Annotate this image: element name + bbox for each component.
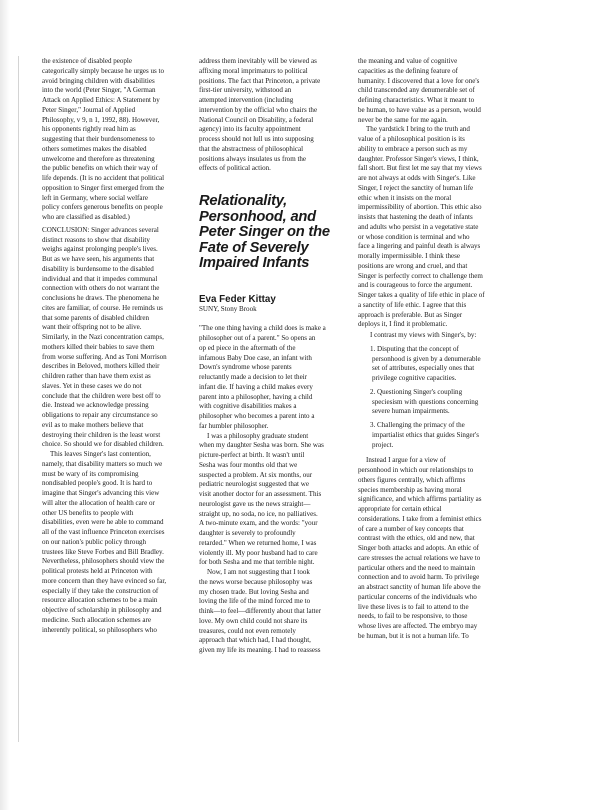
text-line: unwelcome and therefore as threatening: [42, 154, 155, 163]
text-line: project.: [372, 440, 394, 449]
text-line: infant die. If having a child makes every: [199, 382, 313, 391]
text-line: personhood in which our relationships to: [358, 466, 474, 474]
text-line: choice. So should we for disabled children.: [42, 440, 164, 449]
text-line: the meaning and value of cognitive: [358, 57, 458, 65]
text-line: more concern than they have evinced so far,: [42, 576, 167, 585]
text-line: connection with others do not warrant the: [42, 284, 160, 293]
text-line: 1. Disputing that the concept of: [370, 344, 459, 353]
text-line: that the abstractness of philosophical: [199, 144, 304, 153]
text-line: a sanctity of life ethic. I agree that this: [358, 300, 467, 309]
text-line: policy confers generous benefits on people: [42, 203, 163, 212]
text-line: philosopher who becomes a parent into a: [199, 412, 315, 420]
text-line: reluctantly made a decision to let their: [199, 373, 308, 381]
text-line: Similarly, in the Nazi concentration camps,: [42, 333, 164, 341]
paragraph: [358, 57, 518, 125]
text-line: trustees like Steve Forbes and Bill Bradley.: [42, 547, 164, 556]
text-line: with cognitive disabilities makes a: [199, 402, 297, 411]
article-title: [199, 194, 359, 272]
text-line: daughter is severely to profoundly: [199, 529, 296, 537]
text-line: fall short. But first let me say that my views: [358, 164, 482, 173]
text-line: 3. Challenging the primacy of the: [370, 421, 465, 429]
text-line: imagine that Singer's advancing this view: [42, 489, 160, 497]
text-line: Nevertheless, philosophers should view the: [42, 557, 165, 566]
text-line: treasures, could not even remotely: [199, 626, 296, 635]
text-line: capacities as the defining feature of: [358, 66, 458, 75]
text-line: positions. The fact that Princeton, a private: [199, 76, 321, 85]
text-line: when my daughter Sesha was born. She was: [199, 441, 324, 450]
text-line: far humbler philosopher.: [199, 421, 269, 430]
text-column-2: [199, 57, 359, 656]
text-line: species membership as having moral: [358, 485, 462, 494]
text-line: agency) into its faculty appointment: [199, 125, 301, 134]
text-line: will alter the allocation of health care or: [42, 498, 155, 507]
text-line: on our nation's public policy through: [42, 537, 147, 546]
text-line: others figures centrally, which affirms: [358, 475, 466, 484]
text-line: suggesting that their burdensomeness to: [42, 135, 155, 143]
text-line: The yardstick I bring to the truth and: [366, 125, 470, 134]
text-line: first-tier university, withstood an: [199, 86, 292, 95]
text-line: and adults who persist in a vegetative state: [358, 222, 479, 231]
text-line: speciesism with questions concerning: [372, 397, 479, 406]
text-line: positions are wrong and cruel, and that: [358, 261, 468, 270]
text-line: considerations. I take from a feminist ethics: [358, 514, 482, 523]
text-line: impartialist ethics that guides Singer's: [372, 430, 479, 439]
text-line: the existence of disabled people: [42, 57, 133, 65]
text-line: my chosen trade. But loving Sesha and: [199, 587, 309, 596]
text-line: Down's syndrome whose parents: [199, 363, 292, 372]
text-line: conclude that the children were best off to: [42, 391, 161, 400]
text-line: Singer both attacks and adopts. An ethic of: [358, 544, 479, 552]
text-column-3: [358, 57, 518, 642]
text-line: CONCLUSION: Singer advances several: [42, 225, 159, 234]
text-line: appropriate for certain ethical: [358, 505, 442, 513]
text-line: especially if they take the construction of: [42, 586, 159, 595]
text-line: intervention by the official who chairs the: [199, 105, 318, 114]
text-line: distinct reasons to show that disability: [42, 235, 150, 244]
text-line: into the world (Peter Singer, "A German: [42, 86, 156, 95]
text-line: an abstract sanctity of human life above the: [358, 583, 481, 591]
text-line: deploys it, I find it problematic.: [358, 320, 448, 329]
list-intro: I contrast my views with Singer's, by:: [370, 331, 477, 339]
text-line: the public benefits on which their way of: [42, 164, 158, 173]
paragraph: [358, 456, 518, 641]
text-line: severe human impairments.: [372, 407, 450, 416]
text-line: who are classified as disabled.): [42, 213, 130, 221]
text-line: contrast with the ethics, old and new, that: [358, 534, 475, 543]
text-line: political protests held at Princeton with: [42, 567, 153, 575]
title-line: Peter Singer on the: [199, 224, 330, 240]
text-line: avoid bringing children with disabilities: [42, 76, 155, 85]
text-line: personhood is given by a denumerable: [372, 354, 481, 363]
text-line: But as we have seen, his arguments that: [42, 255, 155, 263]
text-line: daughter. Professor Singer's views, I think,: [358, 154, 479, 163]
text-line: think—to feel—differently about that latter: [199, 607, 321, 615]
text-line: whose lives are affected. The embryo may: [358, 622, 478, 630]
text-line: that some parents of disabled children: [42, 313, 150, 322]
text-line: child transcended any denumerable set of: [358, 86, 475, 95]
text-line: loving the life of the mind forced me to: [199, 597, 311, 606]
text-line: and is courageous to force the argument.: [358, 281, 473, 290]
title-line: Fate of Severely: [199, 239, 309, 256]
text-line: Sesha was four months old that we: [199, 460, 298, 469]
text-line: face a lingering and painful death is always: [358, 242, 481, 251]
text-line: inherently political, so philosophers who: [42, 625, 157, 634]
paragraph: [42, 57, 202, 223]
paragraph: [199, 432, 359, 569]
text-line: positions always insulates us from the: [199, 154, 307, 163]
text-line: must be wary of its compromising: [42, 469, 139, 478]
text-line: nondisabled people's good. It is hard to: [42, 479, 153, 488]
text-line: children rather than have them exist as: [42, 372, 151, 380]
text-line: humanity. I discovered that a love for one's: [358, 76, 480, 85]
paragraph: [42, 450, 202, 635]
text-line: significance, and which affirms partiality as: [358, 495, 482, 504]
text-line: Attack on Applied Ethics: A Statement by: [42, 96, 160, 104]
text-line: his opponents rightly read him as: [42, 125, 136, 134]
text-line: visit another doctor for an assessment. This: [199, 490, 322, 498]
paragraph-conclusion: [42, 226, 202, 450]
text-line: process should not lull us into supposing: [199, 135, 314, 143]
text-line: disability is burdensome to the disabled: [42, 264, 154, 273]
text-line: others sometimes makes the disabled: [42, 144, 147, 153]
list-item: [358, 345, 518, 384]
text-line: philosopher out of a parent." So opens an: [199, 334, 316, 342]
text-line: describes in Beloved, mothers killed their: [42, 362, 160, 371]
title-line: Relationality,: [199, 193, 288, 209]
text-line: be human, to have value as a person, would: [358, 105, 481, 114]
text-line: want their offspring not to be alive.: [42, 323, 142, 332]
text-line: set of attributes, especially ones that: [372, 364, 475, 373]
text-line: conclusions he draws. The phenomena he: [42, 294, 160, 302]
text-line: value of a philosophical position is its: [358, 135, 465, 143]
text-line: ability to embrace a person such as my: [358, 144, 468, 153]
text-line: needs, to fail to be responsive, to those: [358, 612, 468, 621]
text-line: categorically simply because he urges us to: [42, 66, 164, 75]
text-line: Now, I am not suggesting that I took: [207, 568, 310, 576]
text-line: opposition to Singer first emerged from the: [42, 183, 164, 192]
text-line: Peter Singer," Journal of Applied: [42, 105, 136, 114]
paragraph: [358, 125, 518, 330]
text-line: picture-perfect at birth. It wasn't until: [199, 451, 305, 459]
text-line: all of the vast influence Princeton exercises: [42, 528, 165, 536]
text-line: insists that hastening the death of infants: [358, 213, 473, 221]
text-line: obligations to repair any circumstance so: [42, 411, 158, 419]
text-line: objective of scholarship in philosophy and: [42, 606, 162, 614]
text-line: violently ill. My poor husband had to care: [199, 548, 318, 557]
text-line: neurologist gave us the news straight—: [199, 499, 311, 508]
text-line: ethic when it insists on the moral: [358, 193, 452, 202]
text-line: This leaves Singer's last contention,: [50, 450, 151, 458]
paragraph: [199, 57, 359, 174]
text-line: never be the same for me again.: [358, 115, 448, 124]
text-line: care stresses the actual relations we have to: [358, 553, 481, 562]
binding-gutter-line: [18, 56, 19, 742]
text-line: A two-minute exam, and the words: "your: [199, 519, 318, 528]
text-line: disabilities, even were he able to command: [42, 518, 164, 527]
text-line: individual and that it impedes communal: [42, 274, 158, 283]
text-line: of care a number of key concepts that: [358, 524, 464, 533]
title-line: Impaired Infants: [199, 255, 310, 271]
text-line: "The one thing having a child does is make a: [199, 324, 326, 333]
text-line: Singer, I reject the sanctity of human life: [358, 183, 474, 192]
text-line: suspected a problem. At six months, our: [199, 470, 313, 479]
list-item: [358, 388, 518, 417]
text-column-1: [42, 57, 202, 635]
text-line: retarded." When we returned home, I was: [199, 538, 317, 547]
list-item: [358, 421, 518, 450]
text-line: given my life its meaning. I had to reassess: [199, 646, 321, 654]
text-line: die. Instead we acknowledge pressing: [42, 401, 149, 410]
text-line: defining characteristics. What it meant to: [358, 96, 475, 104]
text-line: the news worse because philosophy was: [199, 577, 313, 586]
text-line: Philosophy, v 9, n 1, 1992, 88). However,: [42, 115, 160, 124]
text-line: destroying their children is the least worst: [42, 430, 161, 439]
text-line: from worse suffering. And as Toni Morrison: [42, 352, 167, 361]
text-line: namely, that disability matters so much we: [42, 459, 163, 468]
text-line: infamous Baby Doe case, an infant with: [199, 353, 312, 362]
article-author: Eva Feder Kittay: [199, 293, 276, 305]
text-line: Instead I argue for a view of: [366, 456, 446, 465]
text-line: for both Sesha and me that terrible night.: [199, 558, 315, 567]
text-line: love. My own child could not share its: [199, 616, 308, 625]
text-line: be human, but it is not a human life. To: [358, 631, 469, 640]
text-line: connection and to avoid harm. To privilege: [358, 573, 480, 582]
text-line: resource allocation schemes to be a main: [42, 596, 158, 605]
text-line: cites are familiar, of course. He reminds us: [42, 303, 163, 312]
text-line: mothers killed their babies to save them: [42, 342, 155, 351]
text-line: slaves. Yet in these cases we do not: [42, 381, 142, 390]
text-line: affixing moral imprimaturs to political: [199, 66, 308, 75]
title-line: Personhood, and: [199, 208, 316, 225]
text-line: parent into a philosopher, having a child: [199, 392, 313, 401]
text-line: 2. Questioning Singer's coupling: [370, 387, 463, 396]
text-line: are not always at odds with Singer's. Like: [358, 174, 476, 182]
text-line: evil as to make mothers believe that: [42, 420, 144, 429]
text-line: Singer takes a quality of life ethic in place of: [358, 291, 485, 299]
text-line: effects of political action.: [199, 164, 271, 173]
text-line: approach is preferable. But as Singer: [358, 310, 463, 319]
text-line: weighs against prolonging people's lives.: [42, 245, 158, 254]
scan-edge-shadow: [0, 0, 10, 810]
text-line: morally impermissible. I think these: [358, 252, 460, 260]
text-line: address them inevitably will be viewed as: [199, 57, 317, 65]
text-line: medicine. Such allocation schemes are: [42, 615, 151, 624]
text-line: Singer is perfectly correct to challenge them: [358, 271, 483, 280]
author-affiliation: SUNY, Stony Brook: [199, 304, 257, 313]
text-line: approach that which had, I had thought,: [199, 636, 311, 645]
paragraph: [199, 324, 359, 431]
text-line: pediatric neurologist suggested that we: [199, 480, 309, 489]
text-line: straight up, no soda, no ice, no palliatives.: [199, 509, 318, 518]
text-line: particular concerns of the individuals who: [358, 592, 477, 601]
paragraph: [199, 568, 359, 656]
text-line: other US benefits to people with: [42, 508, 134, 517]
text-line: National Council on Disability, a federal: [199, 115, 314, 124]
text-line: impermissibility of abortion. This ethic also: [358, 203, 482, 212]
text-line: particular others and the need to maintain: [358, 563, 476, 572]
text-line: attempted intervention (including: [199, 96, 294, 104]
text-line: left in Germany, where social welfare: [42, 193, 148, 202]
text-line: op ed piece in the aftermath of the: [199, 343, 296, 352]
text-line: life depends. (It is no accident that political: [42, 174, 165, 182]
text-line: I was a philosophy graduate student: [207, 431, 309, 440]
text-line: or whose condition is terminal and who: [358, 232, 470, 241]
numbered-list: [358, 331, 518, 450]
text-line: privilege cognitive capacities.: [372, 374, 457, 382]
text-line: live these lives is to fail to attend to the: [358, 602, 469, 611]
